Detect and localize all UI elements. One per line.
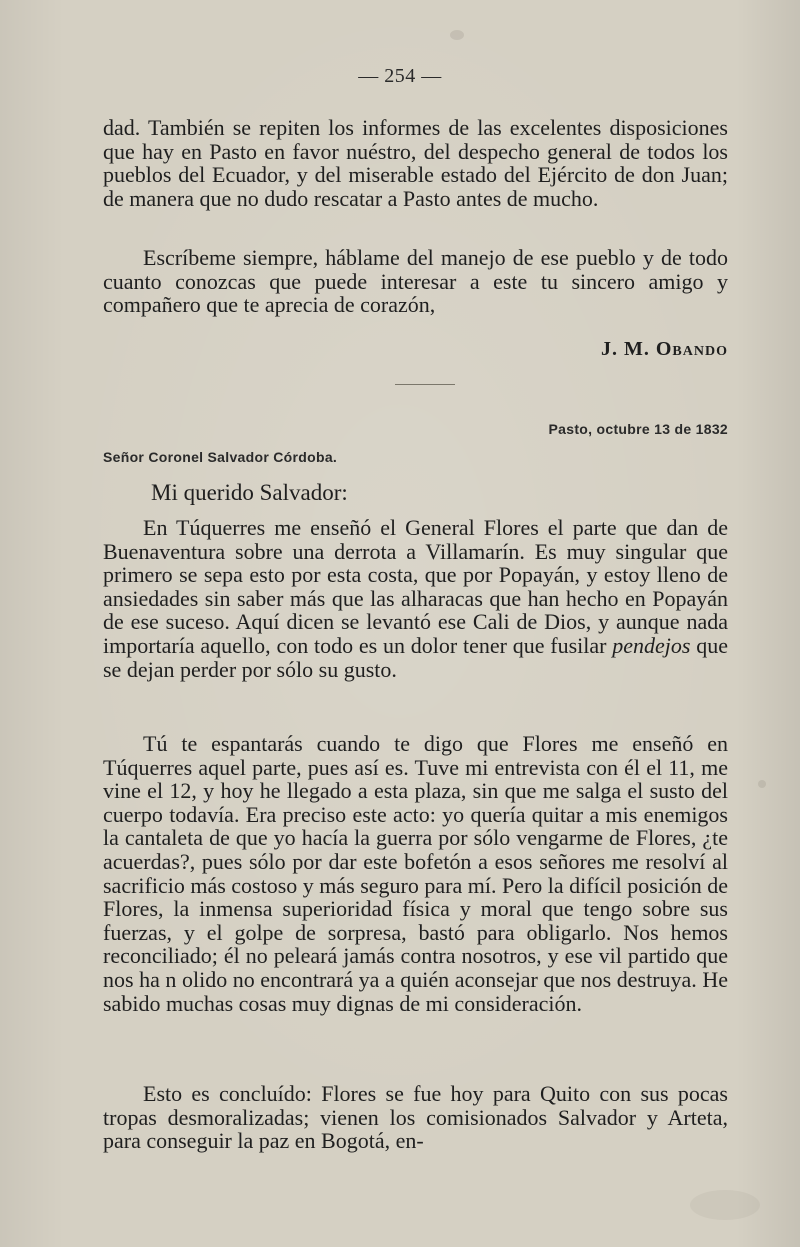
page-smudge: [450, 30, 464, 40]
letter1-paragraph2-block: [103, 246, 728, 317]
letter2-paragraph1: [103, 516, 728, 681]
letter2-addressee: Señor Coronel Salvador Córdoba.: [103, 449, 338, 465]
letter2-salutation: Mi querido Salvador:: [151, 480, 348, 505]
letter2-p1-text-a: En Túquerres me enseñó el General Flores el parte que dan de Buenaventura sobre una derrota a Villamarín. Es muy singular que primero se sepa esto por esta costa, que por Popayán, y estoy lleno de ansiedades sin saber más que las alharacas que han hecho en Popayán de ese suceso. Aquí dicen se levantó ese Cali de Dios, y aunque nada importaría aquello, con todo es un dolor tener que fusilar: [103, 515, 728, 658]
letter2-paragraph1-block: [103, 516, 728, 681]
page-smudge: [758, 780, 766, 788]
page-smudge: [690, 1190, 760, 1220]
letter1-paragraph2: Escríbeme siempre, háblame del manejo de ese pueblo y de todo cuanto conozcas que puede interesar a este tu sincero amigo y compañero que te aprecia de corazón,: [103, 245, 728, 318]
signature-surname: Obando: [655, 338, 728, 360]
letter2-paragraph2: Tú te espantarás cuando te digo que Flores me enseñó en Túquerres aquel parte, pues así es. Tuve mi entrevista con él el 11, me vine el 12, y hoy he llegado a esta plaza, sin que me salga el susto del cuerpo todavía. Era preciso este acto: yo quería quitar a mis enemigos la cantaleta de que yo hacía la guerra por sólo vengarme de Flores, ¿te acuerdas?, pues sólo por dar este bofetón a esos señores me resolví al sacrificio más costoso y más seguro para mí. Pero la difícil posición de Flores, la inmensa superioridad física y moral que tengo sobre sus fuerzas, y el golpe de sorpresa, bastó para obligarlo. Nos hemos reconciliado; él no peleará jamás contra nosotros, y ese vil partido que nos ha n olido no encontrará ya a quién aconsejar que nos destruya. He sabido muchas cosas muy dignas de mi consideración.: [103, 731, 729, 1016]
page-number: — 254 —: [358, 65, 442, 87]
letter2-p1-italic-word: pendejos: [612, 632, 691, 658]
letter1-paragraph1-block: [103, 116, 728, 210]
letter1-paragraph1: dad. También se repiten los informes de las excelentes disposiciones que hay en Pasto en favor nuéstro, del despecho general de todos los pueblos del Ecuador, y del miserable estado del Ejército de don Juan; de manera que no dudo rescatar a Pasto antes de mucho.: [103, 115, 728, 211]
letter2-paragraph3: Esto es concluído: Flores se fue hoy para Quito con sus pocas tropas desmoralizadas; vienen los comisionados Salvador y Arteta, para conseguir la paz en Bogotá, en-: [103, 1081, 728, 1154]
letter2-paragraph3-block: [103, 1082, 728, 1153]
letter2-p1-text-b: que se dejan perder por sólo su gusto.: [103, 632, 728, 682]
section-divider: [395, 384, 455, 385]
letter2-date-line: Pasto, octubre 13 de 1832: [548, 421, 728, 437]
letter2-paragraph2-block: [103, 732, 728, 1015]
signature-initials: J. M.: [600, 338, 656, 360]
letter1-signature: [601, 338, 728, 361]
